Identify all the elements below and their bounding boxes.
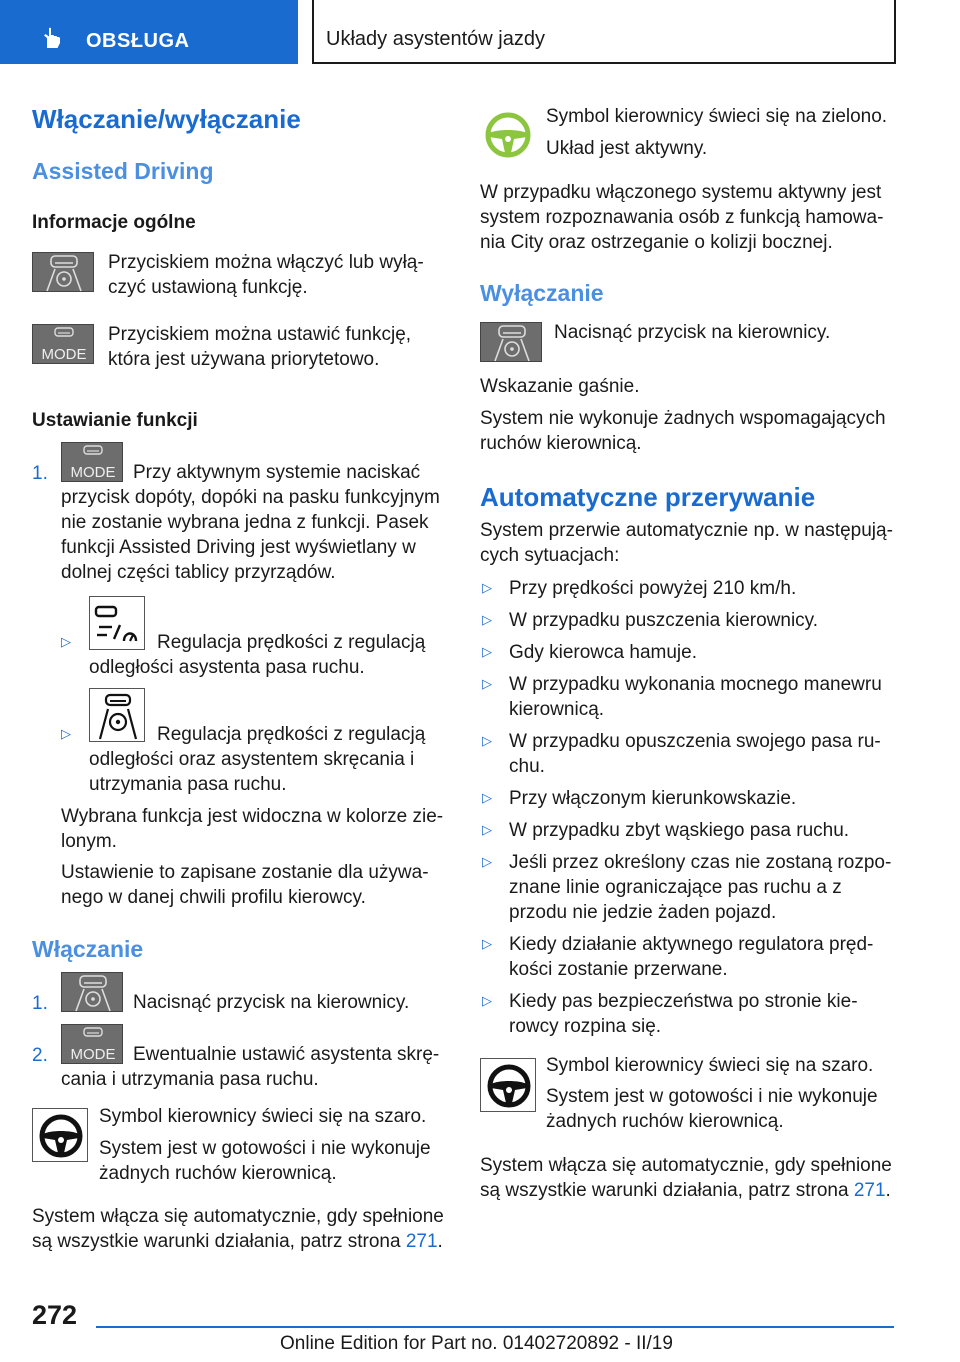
interrupt-bullet-item: Przy włączonym kierunkowskazie. [509, 788, 797, 809]
heading-switch-off: Wyłączanie [480, 280, 604, 306]
step-1-text: Przy aktywnym systemie naciskać przycisk dopóty, dopóki na pasku funkcyjnym nie zostanie wybrana jedna z funkcji. Pasek funkcji Assisted Driving jest wyświetlany w dolnej części tablicy przyrządów. [61, 462, 440, 583]
on-step-2-text: Ewentualnie ustawić asystenta skrę- cania i utrzymania pasa ruchu. [61, 1044, 440, 1090]
auto-on-text: System włącza się automatycznie, gdy spełnione są wszystkie warunki działania, patrz strona 271. [32, 1206, 444, 1252]
interrupt-bullet-item: Kiedy działanie aktywnego regulatora pręd- kości zostanie przerwane. [509, 934, 874, 980]
page-number: 272 [32, 1300, 78, 1330]
bullet-marker: ▷ [61, 726, 71, 741]
mode-button-image [32, 324, 94, 364]
step-number: 2. [32, 1045, 48, 1066]
heading-switch-on: Włączanie [32, 936, 144, 962]
bullet-marker: ▷ [482, 676, 492, 691]
assist-button-image [61, 972, 123, 1012]
bullet-a-text: Regulacja prędkości z regulacją odległości asystenta pasa ruchu. [89, 632, 426, 678]
green-text-3: W przypadku włączonego systemu aktywny jest system rozpoznawania osób z funkcją hamowa- nia City oraz ostrzeganie o kolizji bocznej. [480, 182, 884, 253]
grey-text-1: Symbol kierownicy świeci się na szaro. [546, 1055, 874, 1076]
heading-auto-interrupt: Automatyczne przerywanie [480, 482, 816, 512]
bullet-marker: ▷ [482, 936, 492, 951]
bullet-marker: ▷ [61, 634, 71, 649]
assist-button-image [480, 322, 542, 362]
bullet-marker: ▷ [482, 993, 492, 1008]
interrupt-bullet-item: W przypadku puszczenia kierownicy. [509, 610, 819, 631]
bullet-marker: ▷ [482, 854, 492, 869]
steering-assist-icon [62, 973, 124, 1013]
step-number: 1. [32, 463, 48, 484]
auto-intro: System przerwie automatycznie np. w następują- cych sytuacjach: [480, 520, 893, 566]
heading-assisted-driving: Assisted Driving [32, 158, 214, 184]
general-text-2: Przyciskiem można ustawić funkcję, która jest używana priorytetowo. [108, 324, 412, 370]
interrupt-bullet-item: Gdy kierowca hamuje. [509, 642, 697, 663]
bullet-marker: ▷ [482, 644, 492, 659]
assist-button-image [32, 252, 94, 292]
selected-note: Wybrana funkcja jest widoczna w kolorze zie- lonym. [61, 806, 444, 852]
heading-on-off: Włączanie/wyłączanie [32, 104, 301, 134]
steering-assist-icon [33, 253, 95, 293]
grey-text-2: System jest w gotowości i nie wykonuje żadnych ruchów kierownicą. [99, 1138, 431, 1184]
steering-grey-icon-image [32, 1108, 88, 1162]
interrupt-bullet-item: W przypadku zbyt wąskiego pasa ruchu. [509, 820, 850, 841]
page-link[interactable]: 271 [853, 1180, 886, 1201]
auto-on-text: System włącza się automatycznie, gdy spełnione są wszystkie warunki działania, patrz strona 271. [480, 1155, 892, 1201]
on-step-1-text: Nacisnąć przycisk na kierownicy. [133, 992, 410, 1013]
heading-set-function: Ustawianie funkcji [32, 410, 198, 431]
chapter-title: Układy asystentów jazdy [326, 28, 545, 50]
hand-icon [40, 26, 64, 50]
grey-text-1: Symbol kierownicy świeci się na szaro. [99, 1106, 427, 1127]
interrupt-bullet-item: Przy prędkości powyżej 210 km/h. [509, 578, 797, 599]
footer-rule [96, 1326, 894, 1328]
bullet-marker: ▷ [482, 580, 492, 595]
section-tab [0, 0, 298, 64]
svg-text:MODE: MODE [41, 346, 87, 363]
mode-icon [33, 325, 95, 365]
grey-text-2: System jest w gotowości i nie wykonuje żadnych ruchów kierownicą. [546, 1086, 878, 1132]
steering-assist-icon [481, 323, 543, 363]
interrupt-bullet-item: Kiedy pas bezpieczeństwa po stronie kie- rowcy rozpina się. [509, 991, 858, 1037]
bullet-marker: ▷ [482, 733, 492, 748]
bullet-marker: ▷ [482, 612, 492, 627]
bullet-marker: ▷ [482, 790, 492, 805]
heading-general-info: Informacje ogólne [32, 212, 196, 233]
green-text-1: Symbol kierownicy świeci się na zielono. [546, 106, 888, 127]
off-text-3: System nie wykonuje żadnych wspomagających ruchów kierownicą. [480, 408, 886, 454]
profile-note: Ustawienie to zapisane zostanie dla używa- nego w danej chwili profilu kierowcy. [61, 862, 429, 908]
svg-text:MODE: MODE [70, 464, 116, 481]
interrupt-bullet-item: W przypadku wykonania mocnego manewru kierownicą. [509, 674, 882, 720]
interrupt-bullet-item: W przypadku opuszczenia swojego pasa ru- chu. [509, 731, 881, 777]
steering-grey-icon-image [480, 1058, 536, 1112]
svg-text:MODE: MODE [70, 1046, 116, 1063]
off-text-2: Wskazanie gaśnie. [480, 376, 640, 397]
general-text-1: Przyciskiem można włączyć lub wyłą- czyć ustawioną funkcję. [108, 252, 424, 298]
page-link[interactable]: 271 [405, 1231, 438, 1252]
bullet-b-text: Regulacja prędkości z regulacją odległości oraz asystentem skręcania i utrzymania pasa ruchu. [89, 724, 426, 795]
step-number: 1. [32, 993, 48, 1014]
steering-wheel-green-icon [480, 108, 536, 162]
off-text-1: Nacisnąć przycisk na kierownicy. [554, 322, 831, 343]
bullet-marker: ▷ [482, 822, 492, 837]
steering-wheel-grey-icon [481, 1059, 537, 1113]
steering-wheel-grey-icon [33, 1109, 89, 1163]
interrupt-bullet-item: Jeśli przez określony czas nie zostaną rozpo- znane linie ograniczające pas ruchu a z przodu nie jedzie żaden pojazd. [509, 852, 892, 923]
section-label: OBSŁUGA [86, 30, 190, 52]
green-text-2: Układ jest aktywny. [546, 138, 708, 159]
footer-edition: Online Edition for Part no. 01402720892 - II/19 [280, 1333, 673, 1354]
